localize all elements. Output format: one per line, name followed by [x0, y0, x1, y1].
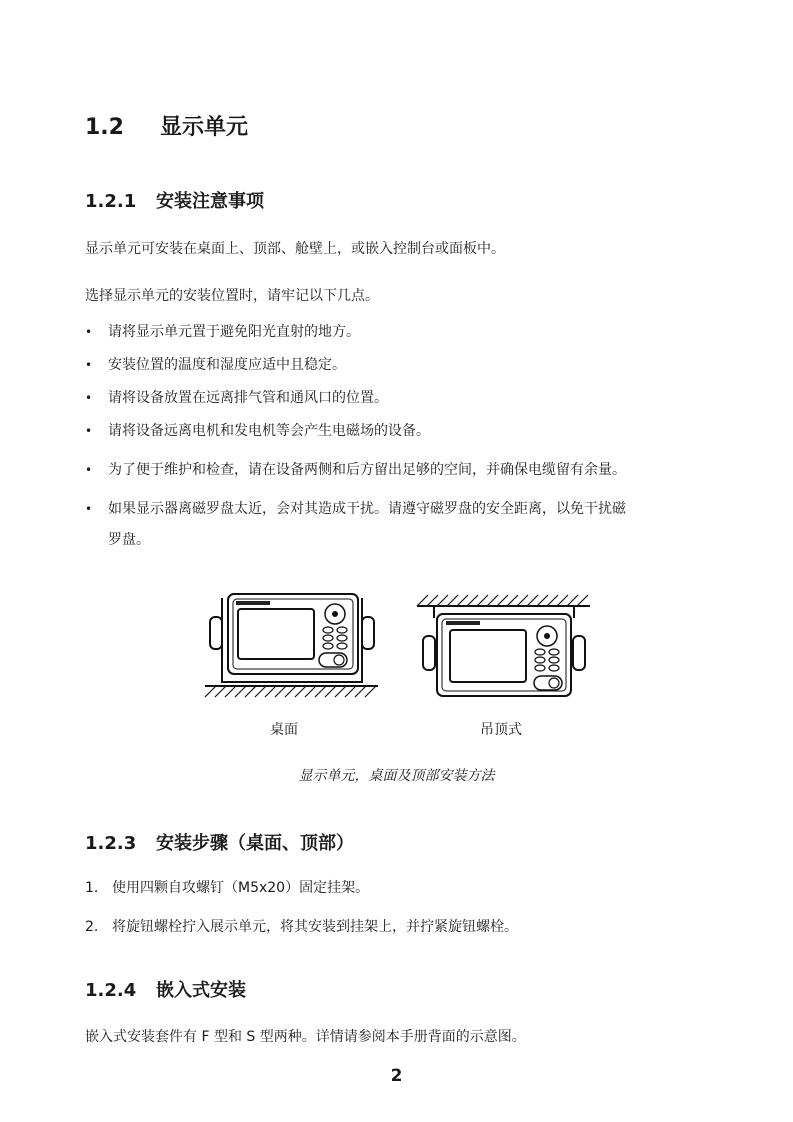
step-item — [85, 916, 518, 936]
section-title: 显示单元 — [160, 115, 249, 140]
step-item — [85, 877, 369, 897]
subsection-number: 1.2.3 — [85, 833, 137, 854]
figure-caption: 显示单元，桌面及顶部安装方法 — [298, 768, 495, 784]
subsection-number: 1.2.1 — [85, 191, 137, 212]
subsection-heading-1-2-3 — [85, 829, 354, 855]
overhead-mount-illustration — [410, 590, 595, 705]
bullet-symbol: • — [85, 325, 93, 339]
bullet-item: • 安装位置的温度和湿度应适中且稳定。 — [85, 357, 346, 373]
step-text: 使用四颗自攻螺钉（M5x20）固定挂架。 — [112, 880, 370, 896]
bullet-item: • 请将设备放置在远离排气管和通风口的位置。 — [85, 390, 388, 406]
step-number: 1. — [85, 880, 99, 896]
figure-label-desktop: 桌面 — [270, 722, 298, 738]
paragraph-location-tips: 选择显示单元的安装位置时，请牢记以下几点。 — [85, 288, 379, 304]
subsection-number: 1.2.4 — [85, 980, 137, 1001]
bullet-symbol: • — [85, 502, 93, 516]
paragraph-mounting-locations: 显示单元可安装在桌面上、顶部、舱壁上，或嵌入控制台或面板中。 — [85, 241, 505, 257]
desktop-mount-illustration — [200, 590, 380, 705]
bullet-item: • 为了便于维护和检查，请在设备两侧和后方留出足够的空间，并确保电缆留有余量。 — [85, 462, 626, 478]
subsection-title: 嵌入式安装 — [156, 980, 246, 1001]
section-heading — [85, 110, 248, 141]
bullet-item: • 如果显示器离磁罗盘太近，会对其造成干扰。请遵守磁罗盘的安全距离，以免干扰磁 — [85, 501, 626, 517]
subsection-heading-1-2-1 — [85, 187, 264, 213]
section-number: 1.2 — [85, 115, 124, 140]
bullet-item: • 请将设备远离电机和发电机等会产生电磁场的设备。 — [85, 423, 430, 439]
subsection-title: 安装步骤（桌面、顶部） — [156, 833, 354, 854]
subsection-title: 安装注意事项 — [156, 191, 264, 212]
bullet-continuation: 罗盘。 — [108, 532, 150, 548]
step-text: 将旋钮螺栓拧入展示单元，将其安装到挂架上，并拧紧旋钮螺栓。 — [112, 919, 518, 935]
bullet-symbol: • — [85, 358, 93, 372]
page-number: 2 — [390, 1066, 403, 1086]
bullet-symbol: • — [85, 463, 93, 477]
figure-label-overhead: 吊顶式 — [480, 722, 522, 738]
bullet-symbol: • — [85, 391, 93, 405]
step-number: 2. — [85, 919, 99, 935]
bullet-item: • 请将显示单元置于避免阳光直射的地方。 — [85, 324, 360, 340]
paragraph-flush-mount-kits: 嵌入式安装套件有 F 型和 S 型两种。详情请参阅本手册背面的示意图。 — [85, 1029, 526, 1045]
subsection-heading-1-2-4 — [85, 976, 246, 1002]
bullet-symbol: • — [85, 424, 93, 438]
